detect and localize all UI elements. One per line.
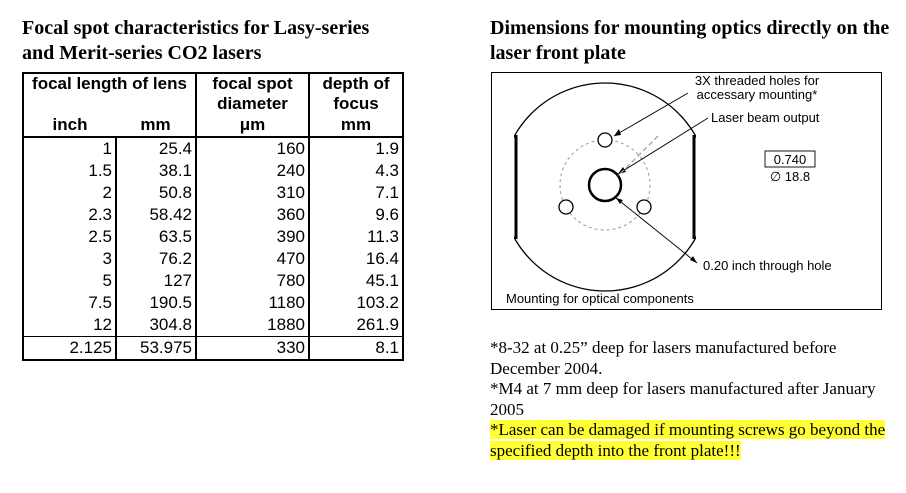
cell-mm: 50.8 <box>116 182 196 204</box>
header-focal-spot: focal spot diameter <box>196 73 309 114</box>
cell-mm: 25.4 <box>116 137 196 160</box>
cell-mm: 190.5 <box>116 292 196 314</box>
threaded-hole-top <box>598 133 612 147</box>
threaded-hole-left <box>559 200 573 214</box>
unit-mm-depth: mm <box>309 114 403 137</box>
cell-spot-diameter: 360 <box>196 204 309 226</box>
table-row <box>23 137 403 160</box>
label-holes-line1: 3X threaded holes for <box>694 73 820 88</box>
label-dim-inch: 0.740 <box>773 152 807 167</box>
cell-inch: 7.5 <box>23 292 116 314</box>
cell-mm: 58.42 <box>116 204 196 226</box>
cell-depth-of-focus: 4.3 <box>309 160 403 182</box>
cell-inch: 12 <box>23 314 116 337</box>
note-before-2004: *8-32 at 0.25” deep for lasers manufactured before December 2004. <box>490 338 837 378</box>
unit-mm: mm <box>116 114 196 137</box>
table-row <box>23 292 403 314</box>
table-title: Focal spot characteristics for Lasy-series and Merit-series CO2 lasers <box>22 17 370 64</box>
cell-spot-diameter: 1180 <box>196 292 309 314</box>
cell-inch: 1.5 <box>23 160 116 182</box>
warning-highlight: *Laser can be damaged if mounting screws go beyond the specified depth into the front plate!!! <box>490 420 886 460</box>
cell-mm: 53.975 <box>116 337 196 361</box>
cell-spot-diameter: 470 <box>196 248 309 270</box>
warning-note <box>490 420 890 461</box>
table-row <box>23 337 403 361</box>
cell-inch: 2 <box>23 182 116 204</box>
label-through-hole: 0.20 inch through hole <box>703 258 832 273</box>
leader-holes-arrow <box>614 129 621 136</box>
front-plate-outline <box>501 83 709 291</box>
cell-mm: 76.2 <box>116 248 196 270</box>
cell-spot-diameter: 310 <box>196 182 309 204</box>
table-body <box>23 137 403 360</box>
leader-beam-arrow <box>618 167 626 174</box>
cell-inch: 3 <box>23 248 116 270</box>
header-focal-length: focal length of lens <box>23 73 196 114</box>
dimension-leader <box>618 136 658 176</box>
table-row <box>23 248 403 270</box>
cell-mm: 38.1 <box>116 160 196 182</box>
cell-depth-of-focus: 8.1 <box>309 337 403 361</box>
header-row <box>23 73 403 114</box>
label-dim-mm: ∅ 18.8 <box>769 169 811 184</box>
label-beam-output: Laser beam output <box>711 110 820 125</box>
cell-spot-diameter: 240 <box>196 160 309 182</box>
table-row <box>23 314 403 337</box>
beam-output-hole <box>589 169 621 201</box>
cell-spot-diameter: 160 <box>196 137 309 160</box>
units-row <box>23 114 403 137</box>
cell-mm: 304.8 <box>116 314 196 337</box>
table-row <box>23 270 403 292</box>
leader-holes <box>614 93 688 136</box>
focal-spot-table <box>22 72 404 361</box>
diagram-title: Dimensions for mounting optics directly on the laser front plate <box>490 17 890 64</box>
bolt-circle <box>560 140 650 230</box>
cell-depth-of-focus: 16.4 <box>309 248 403 270</box>
cell-spot-diameter: 1880 <box>196 314 309 337</box>
leader-through-arrow-end <box>690 256 697 263</box>
cell-inch: 2.125 <box>23 337 116 361</box>
cell-depth-of-focus: 11.3 <box>309 226 403 248</box>
cell-depth-of-focus: 7.1 <box>309 182 403 204</box>
table-row <box>23 182 403 204</box>
cell-inch: 1 <box>23 137 116 160</box>
cell-spot-diameter: 330 <box>196 337 309 361</box>
cell-depth-of-focus: 45.1 <box>309 270 403 292</box>
cell-mm: 63.5 <box>116 226 196 248</box>
table-row <box>23 226 403 248</box>
leader-through-hole <box>616 198 697 263</box>
threaded-hole-right <box>637 200 651 214</box>
unit-um: μm <box>196 114 309 137</box>
cell-depth-of-focus: 261.9 <box>309 314 403 337</box>
cell-spot-diameter: 780 <box>196 270 309 292</box>
cell-depth-of-focus: 9.6 <box>309 204 403 226</box>
header-depth: depth of focus <box>309 73 403 114</box>
table-row <box>23 160 403 182</box>
cell-mm: 127 <box>116 270 196 292</box>
front-plate-drawing <box>492 73 883 311</box>
cell-inch: 2.3 <box>23 204 116 226</box>
note-after-2005: *M4 at 7 mm deep for lasers manufactured after January 2005 <box>490 379 876 419</box>
mounting-diagram <box>491 72 882 310</box>
cell-inch: 5 <box>23 270 116 292</box>
diagram-caption: Mounting for optical components <box>506 291 694 306</box>
cell-depth-of-focus: 103.2 <box>309 292 403 314</box>
cell-spot-diameter: 390 <box>196 226 309 248</box>
cell-depth-of-focus: 1.9 <box>309 137 403 160</box>
unit-inch: inch <box>23 114 116 137</box>
cell-inch: 2.5 <box>23 226 116 248</box>
label-holes-line2: accessary mounting* <box>696 87 818 102</box>
mounting-notes <box>490 338 890 461</box>
table-row <box>23 204 403 226</box>
